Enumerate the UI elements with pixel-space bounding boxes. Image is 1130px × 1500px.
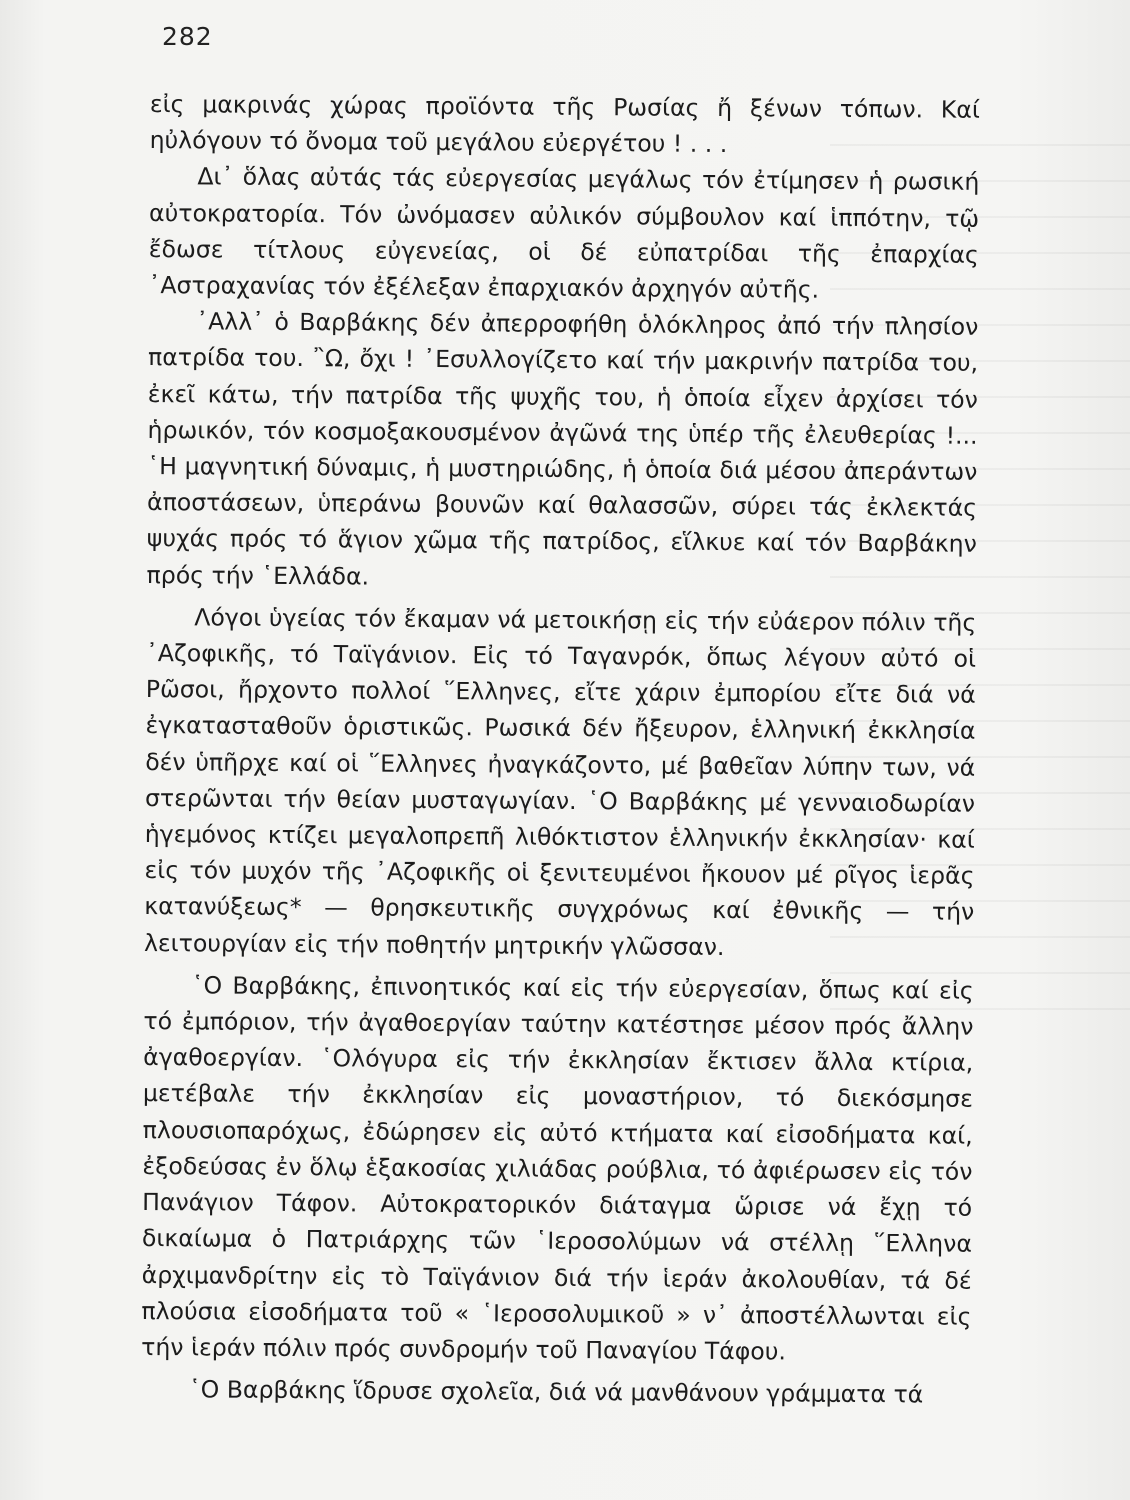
paragraph-2: Δι᾿ ὅλας αὐτάς τάς εὐεργεσίας μεγάλως τόν ἐτίμησεν ἡ ρωσική αὐτοκρατορία. Τόν ὠνόμασεν αὐλικόν σύμβουλον καί ἱππότην, τῷ ἔδωσε τίτλους εὐγενείας, οἱ δέ εὐπατρίδαι τῆς ἐπαρχίας ᾿Αστραχανίας τόν ἐξέλεξαν ἐπαρχιακόν ἀρχηγόν αὐτῆς. bbox=[148, 162, 980, 304]
paragraph-5: ῾Ο Βαρβάκης, ἐπινοητικός καί εἰς τήν εὐεργεσίαν, ὅπως καί εἰς τό ἐμπόριον, τήν ἀγαθοεργίαν ταύτην κατέστησε μέσον πρός ἄλλην ἀγαθοεργίαν. ῾Ολόγυρα εἰς τήν ἐκκλησίαν ἔκτισεν ἄλλα κτίρια, μετέβαλε τήν ἐκκλησίαν εἰς μοναστήριον, τό διεκόσμησε πλουσιοπαρόχως, ἐδώρησεν εἰς αὐτό κτήματα καί εἰσοδήματα καί, ἐξοδεύσας ἐν ὅλῳ ἑξακοσίας χιλιάδας ρούβλια, τό ἀφιέρωσεν εἰς τόν Πανάγιον Τάφον. Αὐτοκρατορικόν διάταγμα ὥρισε νά ἔχῃ τό δικαίωμα ὁ Πατριάρχης τῶν ῾Ιεροσολύμων νά στέλλῃ ῞Ελληνα ἀρχιμανδρίτην εἰς τὸ Ταϊγάνιον διά τήν ἱεράν ἀκολουθίαν, τά δέ πλούσια εἰσοδήματα τοῦ « ῾Ιεροσολυμικοῦ » ν᾿ ἀποστέλλωνται εἰς τήν ἱεράν πόλιν πρός συνδρομήν τοῦ Παναγίου Τάφου. bbox=[141, 971, 974, 1366]
paragraph-4: Λόγοι ὑγείας τόν ἔκαμαν νά μετοικήσῃ εἰς τήν εὐάερον πόλιν τῆς ᾿Αζοφικῆς, τό Ταϊγάνιον. Εἰς τό Ταγανρόκ, ὅπως λέγουν αὐτό οἱ Ρῶσοι, ἤρχοντο πολλοί ῞Ελληνες, εἴτε χάριν ἐμπορίου εἴτε διά νά ἐγκατασταθοῦν ὁριστικῶς. Ρωσικά δέν ἤξευρον, ἑλληνική ἐκκλησία δέν ὑπῆρχε καί οἱ ῞Ελληνες ἠναγκάζοντο, μέ βαθεῖαν λύπην των, νά στερῶνται τήν θείαν μυσταγωγίαν. ῾Ο Βαρβάκης μέ γενναιοδωρίαν ἡγεμόνος κτίζει μεγαλοπρεπῆ λιθόκτιστον ἑλληνικήν ἐκκλησίαν· καί εἰς τόν μυχόν τῆς ᾿Αζοφικῆς οἱ ξενιτευμένοι ἤκουον μέ ρῖγος ἱερᾶς κατανύξεως* — θρησκευτικῆς συγχρόνως καί ἐθνικῆς — τήν λειτουργίαν εἰς τήν ποθητήν μητρικήν γλῶσσαν. bbox=[143, 603, 977, 961]
body-text bbox=[141, 86, 980, 1413]
paragraph-1: εἰς μακρινάς χώρας προϊόντα τῆς Ρωσίας ἤ ξένων τόπων. Καί ηὐλόγουν τό ὄνομα τοῦ μεγάλου εὐεργέτου ! . . . bbox=[149, 89, 980, 159]
paragraph-6: ῾Ο Βαρβάκης ἵδρυσε σχολεῖα, διά νά μανθάνουν γράμματα τά bbox=[188, 1375, 924, 1409]
page-number: 282 bbox=[162, 22, 213, 51]
paragraph-3: ᾿Αλλ᾿ ὁ Βαρβάκης δέν ἀπερροφήθη ὁλόκληρος ἀπό τήν πλησίον πατρίδα του. ῍Ω, ὄχι ! ᾿Εσυλλογίζετο καί τήν μακρινήν πατρίδα του, ἐκεῖ κάτω, τήν πατρίδα τῆς ψυχῆς του, ἡ ὁποία εἶχεν ἀρχίσει τόν ἡρωικόν, τόν κοσμοξακουσμένον ἀγῶνά της ὑπέρ τῆς ἐλευθερίας !... ῾Η μαγνητική δύναμις, ἡ μυστηριώδης, ἡ ὁποία διά μέσου ἀπεράντων ἀποστάσεων, ὑπεράνω βουνῶν καί θαλασσῶν, σύρει τάς ἐκλεκτάς ψυχάς πρός τό ἅγιον χῶμα τῆς πατρίδος, εἵλκυε καί τόν Βαρβάκην πρός τήν ῾Ελλάδα. bbox=[146, 307, 979, 591]
